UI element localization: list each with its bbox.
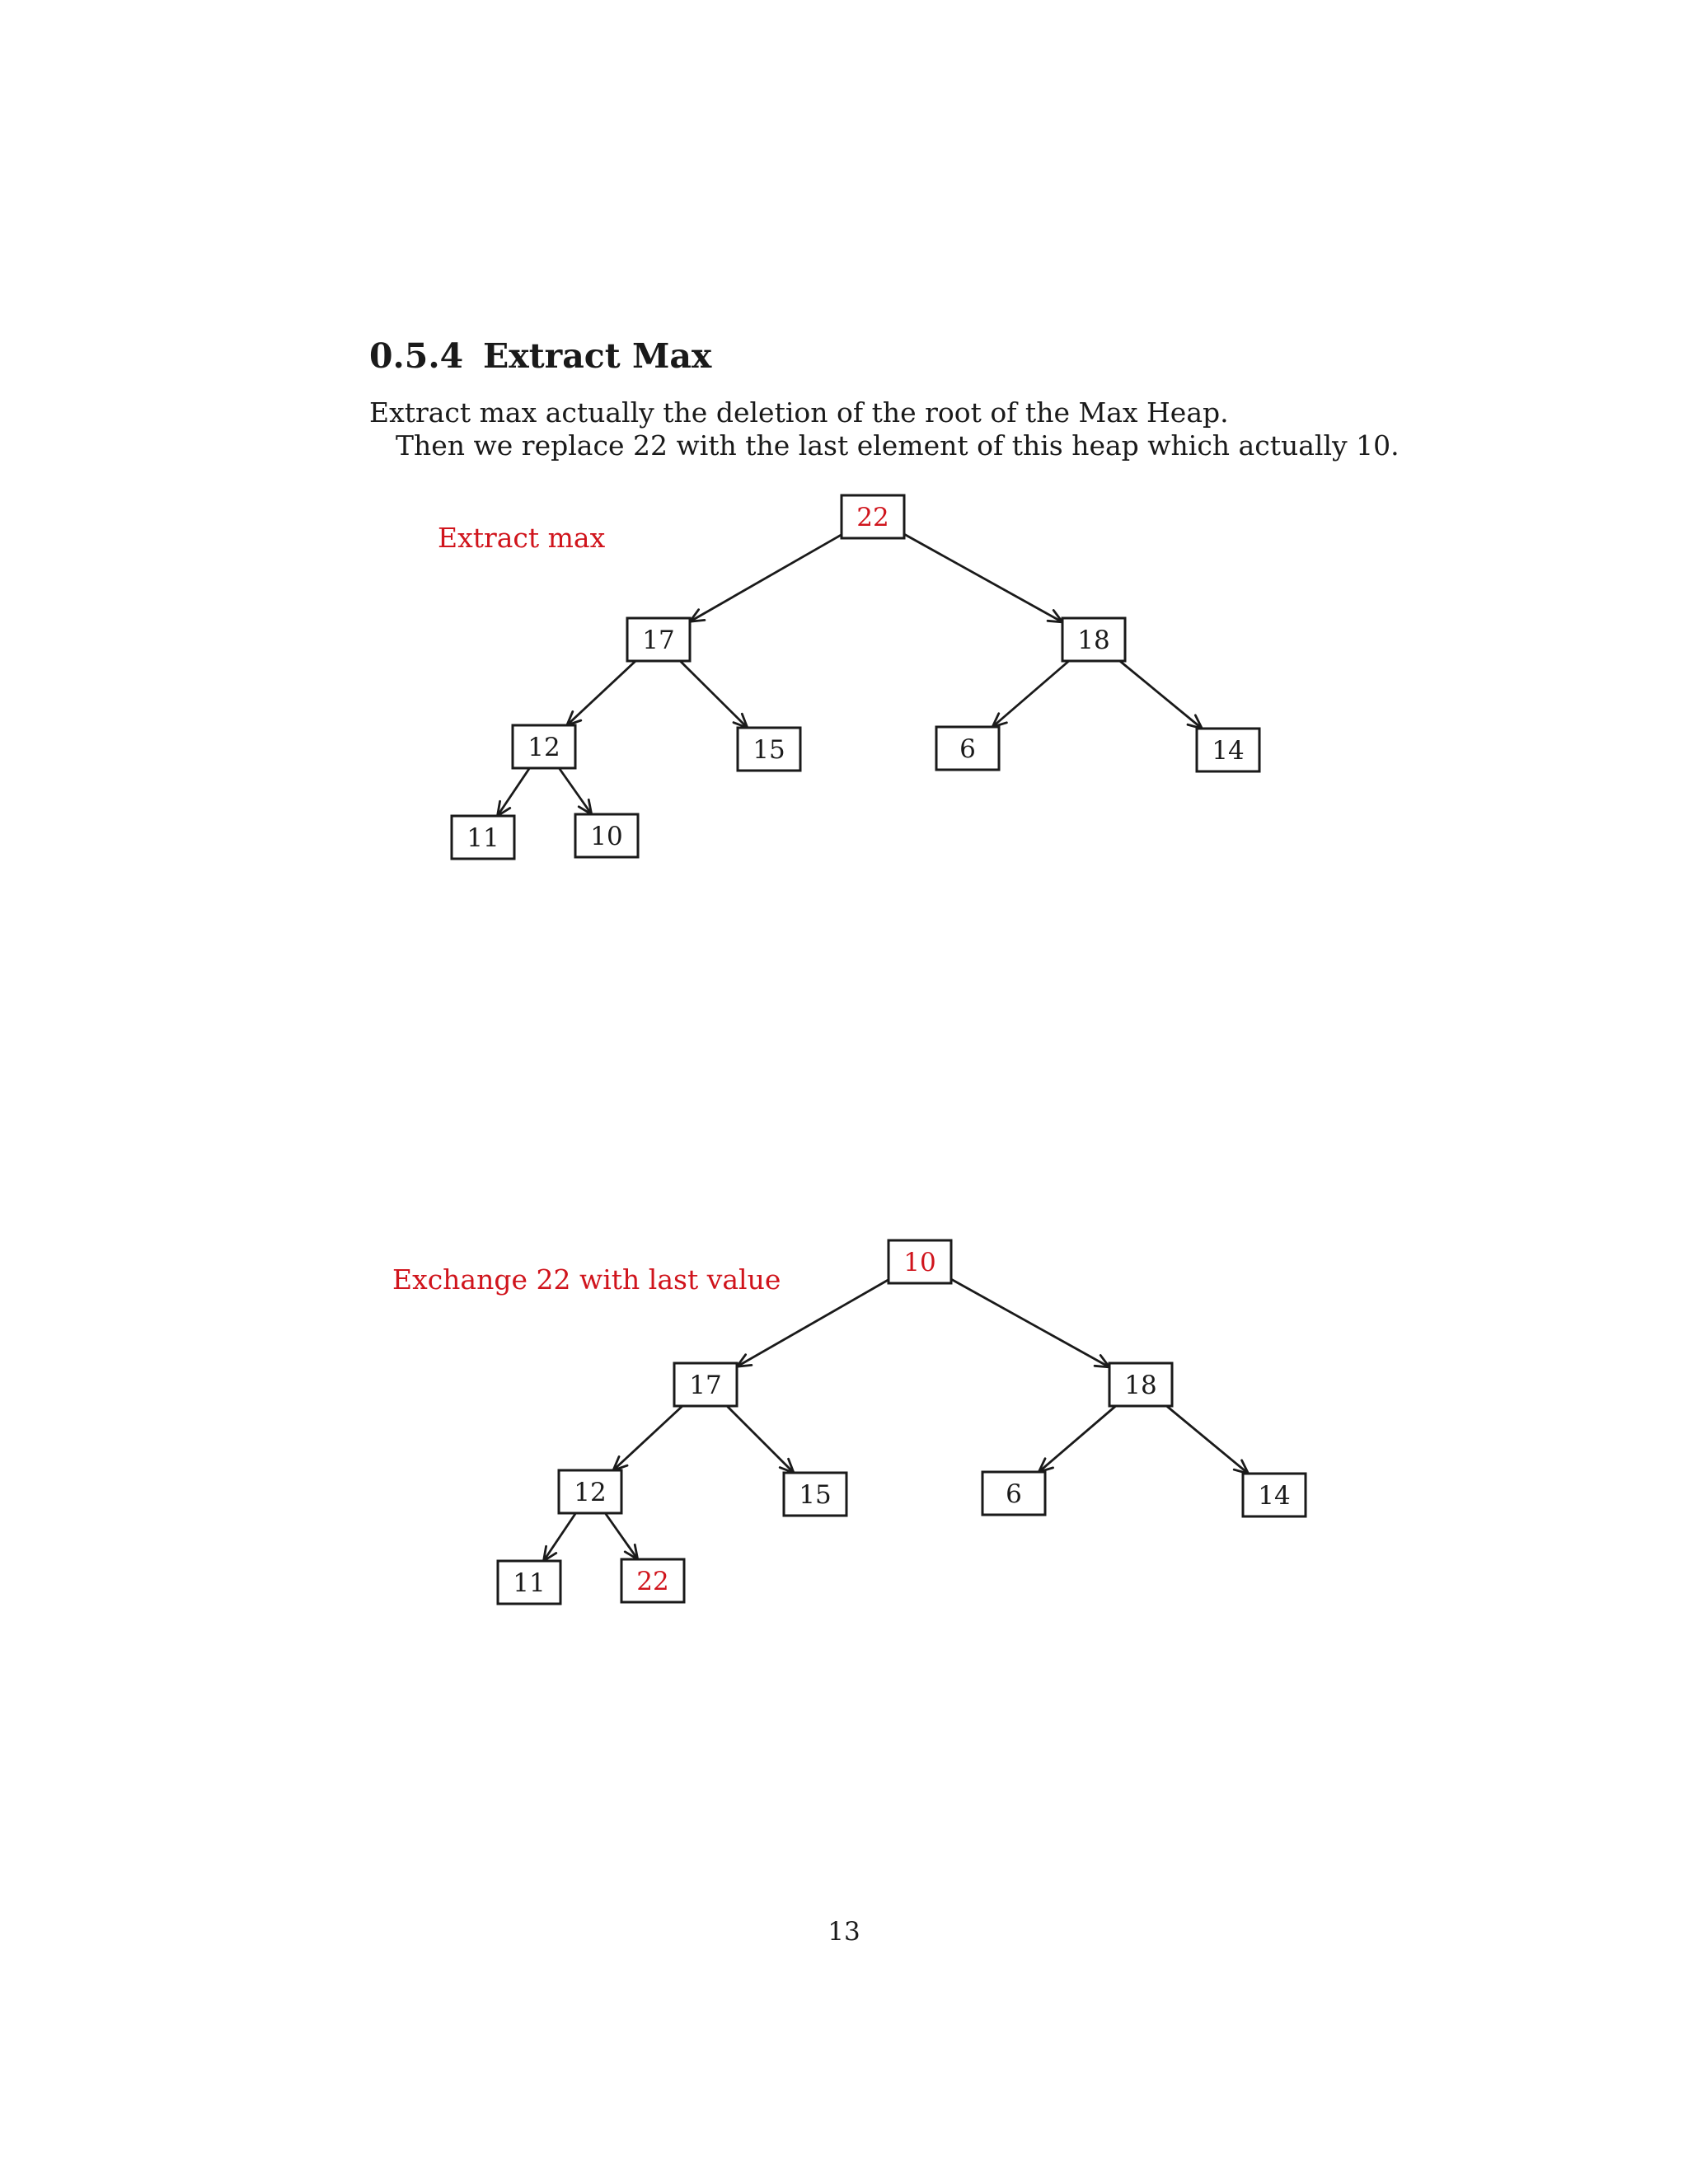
- tree-edge: [605, 1513, 637, 1559]
- heap-node: [889, 1240, 951, 1283]
- tree-edge: [690, 535, 842, 621]
- heap-node: [559, 1470, 621, 1513]
- heap-node: [784, 1473, 846, 1516]
- heap-node-label: 17: [689, 1371, 722, 1400]
- heap-node-label: 10: [903, 1248, 936, 1277]
- heap-node-label: 12: [574, 1478, 607, 1507]
- heap-node-label: 22: [636, 1567, 669, 1596]
- heap-node-label: 12: [528, 733, 560, 762]
- tree-edge: [543, 1513, 575, 1561]
- heap-node-label: 6: [959, 734, 976, 764]
- heap-node: [513, 725, 575, 768]
- tree-edge: [559, 768, 591, 814]
- heap-node: [1197, 729, 1259, 771]
- heap-node-label: 11: [513, 1568, 546, 1598]
- heap-node-label: 11: [467, 823, 499, 853]
- heap-node-label: 18: [1077, 626, 1110, 655]
- heap-node: [1062, 618, 1125, 661]
- tree-edge: [727, 1406, 794, 1473]
- heap-node: [1243, 1474, 1306, 1516]
- page-number: 13: [828, 1917, 860, 1947]
- heap-node: [452, 816, 514, 859]
- heap-node-label: 15: [799, 1480, 832, 1510]
- section-title: Extract Max: [483, 336, 712, 376]
- annotation-extract-max: Extract max: [438, 522, 606, 554]
- heap-diagram-before: [438, 495, 1259, 859]
- tree-edge: [567, 661, 635, 725]
- tree-edge: [904, 534, 1062, 622]
- annotation-exchange: Exchange 22 with last value: [392, 1263, 781, 1296]
- heap-node-label: 10: [590, 822, 623, 851]
- section-heading: [369, 336, 711, 376]
- heap-node-label: 14: [1258, 1481, 1291, 1511]
- heap-node-label: 6: [1006, 1479, 1022, 1509]
- tree-edge: [680, 661, 748, 728]
- heap-node: [621, 1559, 684, 1602]
- heap-node-label: 17: [642, 626, 675, 655]
- heap-node: [1109, 1363, 1172, 1406]
- heap-node: [936, 727, 999, 770]
- heap-diagram-after: [392, 1240, 1306, 1604]
- heap-node-label: 22: [856, 503, 889, 532]
- tree-edge: [613, 1406, 682, 1470]
- heap-node: [498, 1561, 560, 1604]
- heap-node: [738, 728, 800, 771]
- tree-edge: [951, 1279, 1109, 1367]
- paragraph-1: Extract max actually the deletion of the root of the Max Heap.: [369, 396, 1229, 429]
- section-number: 0.5.4: [369, 336, 464, 376]
- heap-node: [627, 618, 690, 661]
- tree-edge: [992, 661, 1069, 727]
- heap-node-label: 14: [1212, 736, 1245, 766]
- heap-node: [982, 1472, 1045, 1515]
- heap-node: [842, 495, 904, 538]
- tree-edge: [1166, 1406, 1248, 1474]
- paragraph-2: Then we replace 22 with the last element of this heap which actually 10.: [396, 429, 1400, 462]
- tree-edge: [1039, 1406, 1115, 1472]
- tree-edge: [1120, 661, 1203, 729]
- heap-node-label: 18: [1124, 1371, 1157, 1400]
- heap-node: [674, 1363, 737, 1406]
- tree-edge: [497, 768, 529, 816]
- heap-node-label: 15: [753, 735, 785, 765]
- heap-node: [575, 814, 638, 857]
